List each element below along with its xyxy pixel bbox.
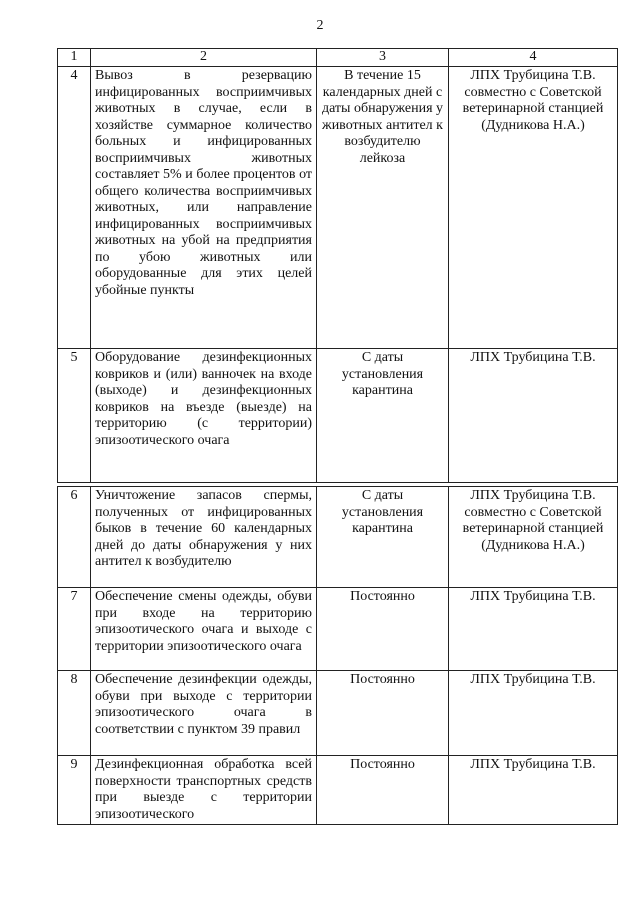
row-number: 9: [58, 756, 91, 825]
row-measure: Уничтожение запасов спермы, полученных от инфицированных быков в течение 60 календарных дней до даты обнаружения у них антител к возбудителю: [91, 487, 317, 588]
table-header-row: [58, 49, 618, 67]
table-row: [58, 671, 618, 756]
row-number: 8: [58, 671, 91, 756]
row-measure: Обеспечение дезинфекции одежды, обуви при выходе с территории эпизоотического очага в соответствии с пунктом 39 правил: [91, 671, 317, 756]
column-header-responsible: 4: [449, 49, 618, 67]
column-header-measure: 2: [91, 49, 317, 67]
row-responsible: ЛПХ Трубицина Т.В.: [449, 756, 618, 825]
page-number: 2: [316, 18, 324, 33]
table-row: [58, 67, 618, 349]
table-row: [58, 487, 618, 588]
table-row: [58, 588, 618, 671]
row-responsible: ЛПХ Трубицина Т.В.: [449, 588, 618, 671]
row-term: Постоянно: [317, 756, 449, 825]
row-term: Постоянно: [317, 671, 449, 756]
row-number: 4: [58, 67, 91, 349]
row-term: С даты установления карантина: [317, 487, 449, 588]
measures-table: [57, 48, 618, 825]
row-number: 6: [58, 487, 91, 588]
table-row: [58, 756, 618, 825]
row-term: В течение 15 календарных дней с даты обнаружения у животных антител к возбудителю лейкоза: [317, 67, 449, 349]
row-responsible: ЛПХ Трубицина Т.В.: [449, 349, 618, 483]
row-responsible: ЛПХ Трубицина Т.В.: [449, 671, 618, 756]
column-header-term: 3: [317, 49, 449, 67]
row-responsible: ЛПХ Трубицина Т.В. совместно с Советской ветеринарной станцией (Дудникова Н.А.): [449, 67, 618, 349]
table-row: [58, 349, 618, 483]
row-responsible: ЛПХ Трубицина Т.В. совместно с Советской ветеринарной станцией (Дудникова Н.А.): [449, 487, 618, 588]
row-number: 7: [58, 588, 91, 671]
row-measure: Обеспечение смены одежды, обуви при входе на территорию эпизоотического очага и выходе с территории эпизоотического очага: [91, 588, 317, 671]
row-number: 5: [58, 349, 91, 483]
row-term: Постоянно: [317, 588, 449, 671]
row-measure: Оборудование дезинфекционных ковриков и (или) ванночек на входе (выходе) и дезинфекционных ковриков на въезде (выезде) на территорию (с территории) эпизоотического очага: [91, 349, 317, 483]
row-measure: Дезинфекционная обработка всей поверхности транспортных средств при выезде с территории эпизоотического: [91, 756, 317, 825]
row-measure: Вывоз в резервацию инфицированных восприимчивых животных в случае, если в хозяйстве суммарное количество больных и инфицированных восприимчивых животных составляет 5% и более процентов от общего количества восприимчивых животных, или направление инфицированных восприимчивых животных на убой на предприятия по убою животных или оборудованные для этих целей убойные пункты: [91, 67, 317, 349]
row-term: С даты установления карантина: [317, 349, 449, 483]
column-header-number: 1: [58, 49, 91, 67]
